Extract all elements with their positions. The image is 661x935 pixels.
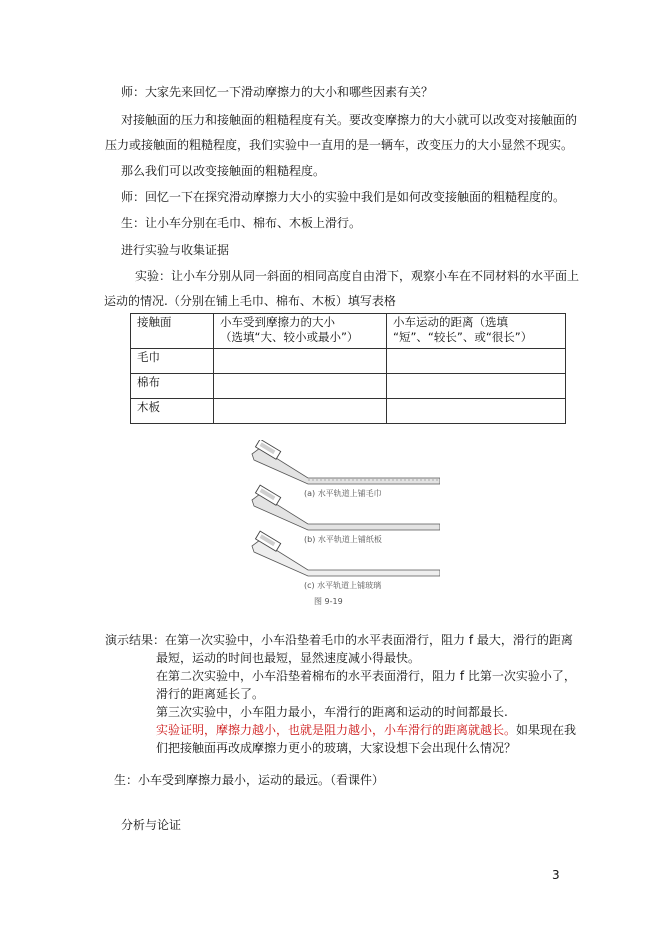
experiment-table	[130, 313, 566, 424]
answer-line-2: 压力或接触面的粗糙程度，我们实验中一直用的是一辆车，改变压力的大小显然不现实。	[105, 138, 574, 152]
caption-c: (c) 水平轨道上铺玻璃	[304, 581, 382, 590]
conclusion-continue-text: 如果现在我	[516, 723, 577, 737]
header-distance-line2: “短”、“较长”、或“很长”）	[393, 330, 533, 344]
incline-track-a	[252, 440, 440, 498]
experiment-line-1: 实验：让小车分别从同一斜面的相同高度自由滑下，观察小车在不同材料的水平面上	[135, 269, 580, 283]
section-heading-experiment: 进行实验与收集证据	[121, 243, 230, 257]
row-label: 棉布	[131, 374, 214, 399]
header-distance-line1: 小车运动的距离（选填	[393, 315, 508, 329]
answer-line-3: 那么我们可以改变接触面的粗糙程度。	[121, 164, 326, 178]
header-friction-line1: 小车受到摩擦力的大小	[220, 315, 335, 329]
section-heading-analysis: 分析与论证	[121, 818, 182, 832]
header-distance	[387, 314, 566, 349]
table-row	[131, 374, 566, 399]
friction-cell	[214, 374, 387, 399]
experiment-line-2: 运动的情况.（分别在铺上毛巾、棉布、木板）填写表格	[104, 294, 396, 308]
page-number: 3	[552, 868, 560, 882]
header-friction	[214, 314, 387, 349]
result-line-1: 演示结果：在第一次实验中，小车沿垫着毛巾的水平表面滑行，阻力 f 最大，滑行的距离	[105, 633, 573, 647]
result-line-4: 滑行的距离延长了。	[156, 687, 265, 701]
teacher-recall: 师：回忆一下在探究滑动摩擦力大小的实验中我们是如何改变接触面的粗糙程度的。	[121, 190, 566, 204]
row-label: 毛巾	[131, 349, 214, 374]
distance-cell	[387, 374, 566, 399]
result-line-6	[156, 722, 576, 738]
header-friction-line2: （选填“大、较小或最小”）	[220, 330, 359, 344]
distance-cell	[387, 349, 566, 374]
incline-cart-figure	[240, 440, 440, 610]
conclusion-red-text: 实验证明，摩擦力越小，也就是阻力越小，小车滑行的距离就越长。	[156, 723, 517, 737]
caption-b: (b) 水平轨道上铺纸板	[304, 535, 382, 544]
result-line-3: 在第二次实验中，小车沿垫着棉布的水平表面滑行，阻力 f 比第一次实验小了，	[156, 669, 576, 683]
friction-cell	[214, 399, 387, 424]
caption-a: (a) 水平轨道上铺毛巾	[304, 489, 382, 498]
student-conclusion: 生：小车受到摩擦力最小，运动的最远。（看课件）	[114, 773, 385, 787]
answer-line-1: 对接触面的压力和接触面的粗糙程度有关。要改变摩擦力的大小就可以改变对接触面的	[121, 113, 578, 127]
result-line-5: 第三次实验中，小车阻力最小，车滑行的距离和运动的时间都最长.	[156, 705, 508, 719]
student-answer: 生：让小车分别在毛巾、棉布、木板上滑行。	[121, 216, 362, 230]
friction-cell	[214, 349, 387, 374]
result-line-2: 最短，运动的时间也最短，显然速度减小得最快。	[156, 651, 421, 665]
distance-cell	[387, 399, 566, 424]
table-header-row	[131, 314, 566, 349]
result-line-7: 们把接触面再改成摩擦力更小的玻璃，大家设想下会出现什么情况？	[156, 741, 517, 755]
teacher-question: 师：大家先来回忆一下滑动摩擦力的大小和哪些因素有关？	[121, 85, 434, 99]
row-label: 木板	[131, 399, 214, 424]
figure-label: 图 9-19	[314, 597, 343, 606]
table-row	[131, 399, 566, 424]
header-surface: 接触面	[131, 314, 214, 349]
table-row	[131, 349, 566, 374]
